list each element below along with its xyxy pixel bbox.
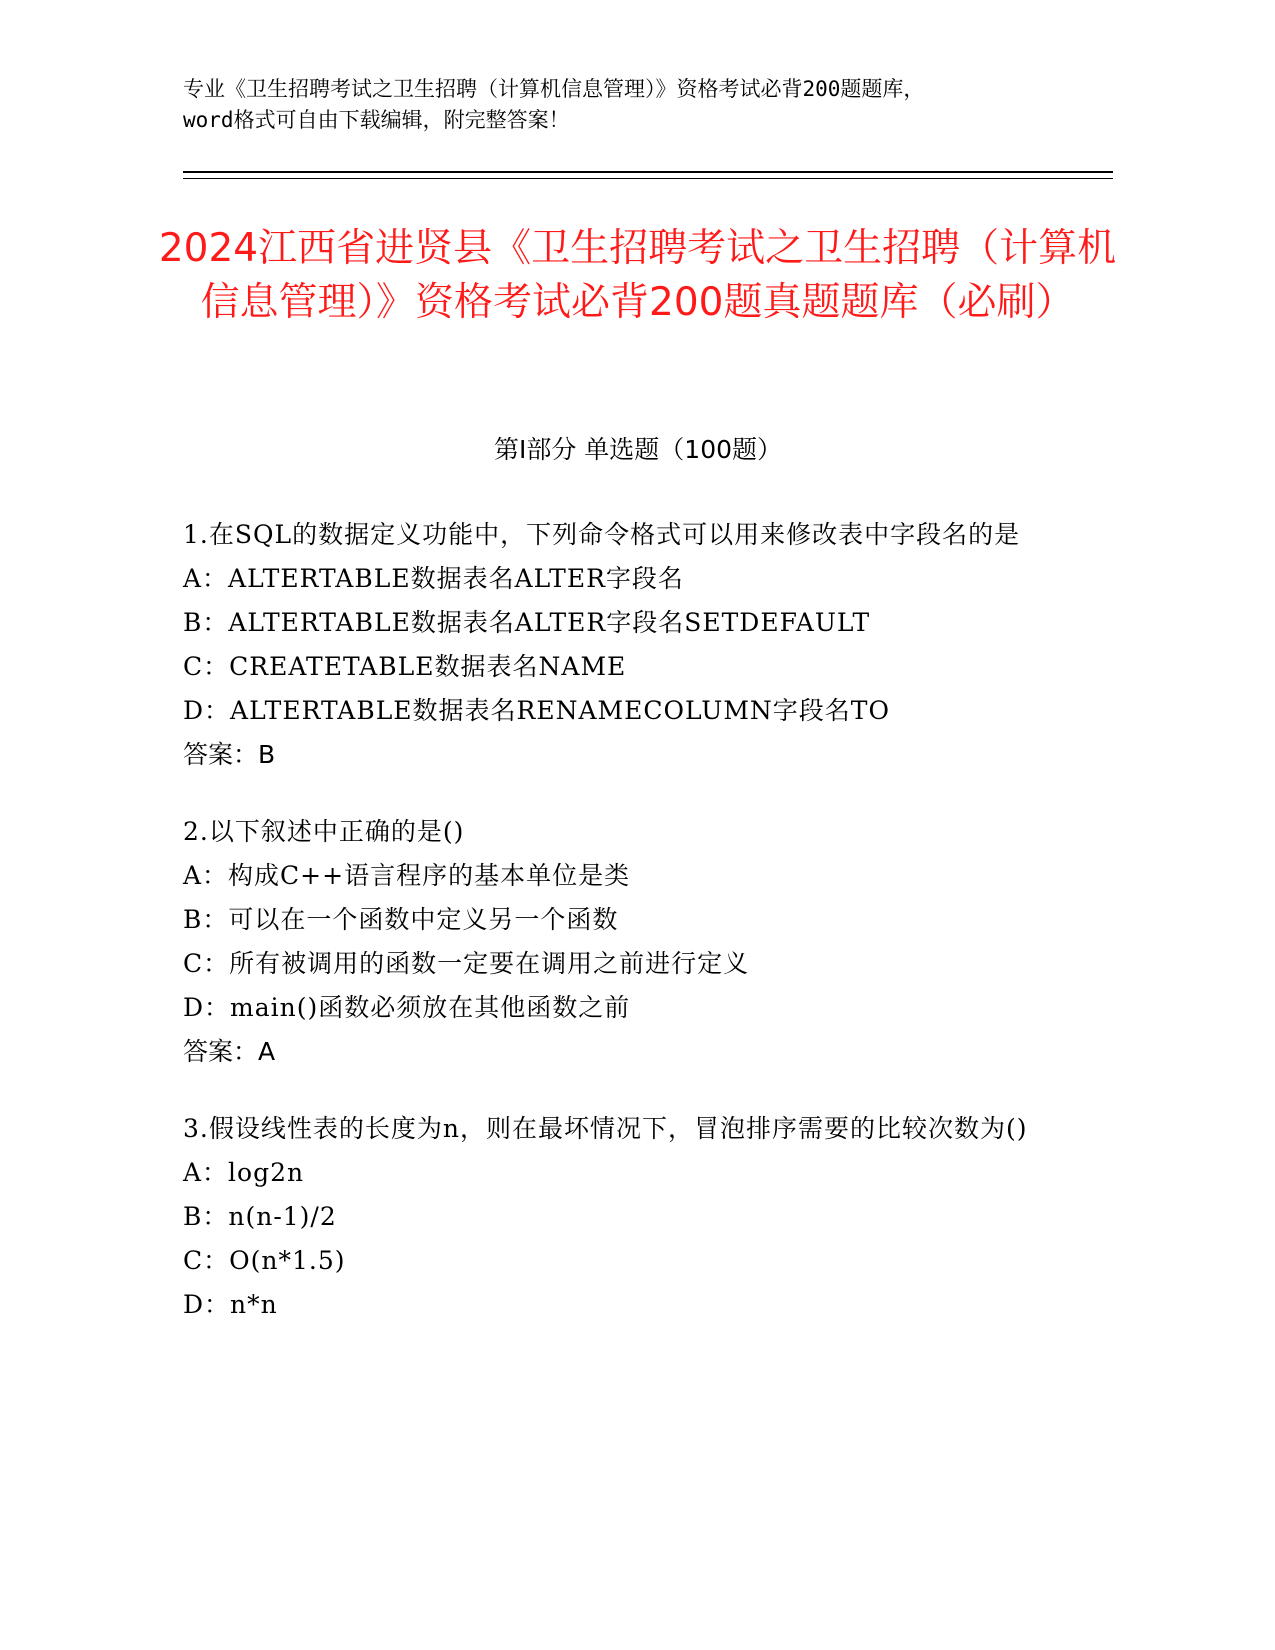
header-rule-thick [183, 171, 1113, 173]
question-list [183, 513, 1063, 1360]
option-a: A：log2n [183, 1158, 305, 1187]
document-title: 2024江西省进贤县《卫生招聘考试之卫生招聘（计算机信息管理）》资格考试必背200题真题题库（必刷） [158, 226, 1117, 325]
option-d: D：ALTERTABLE数据表名RENAMECOLUMN字段名TO [183, 696, 890, 725]
question-stem: 3.假设线性表的长度为n，则在最坏情况下，冒泡排序需要的比较次数为() [183, 1114, 1028, 1143]
option-d: D：n*n [183, 1290, 278, 1319]
answer: 答案：B [183, 740, 276, 769]
answer: 答案：A [183, 1037, 276, 1066]
option-c: C：所有被调用的函数一定要在调用之前进行定义 [183, 949, 750, 978]
question-stem: 2.以下叙述中正确的是() [183, 817, 465, 846]
question-2 [183, 810, 1063, 1074]
section-heading: 第I部分 单选题（100题） [493, 435, 783, 464]
option-a: A：构成C++语言程序的基本单位是类 [183, 861, 631, 890]
option-d: D：main()函数必须放在其他函数之前 [183, 993, 631, 1022]
question-1 [183, 513, 1063, 777]
option-a: A：ALTERTABLE数据表名ALTER字段名 [183, 564, 684, 593]
question-stem: 1.在SQL的数据定义功能中，下列命令格式可以用来修改表中字段名的是 [183, 520, 1021, 549]
header-note [183, 74, 1083, 136]
option-b: B：n(n-1)/2 [183, 1202, 337, 1231]
option-c: C：O(n*1.5) [183, 1246, 346, 1275]
option-c: C：CREATETABLE数据表名NAME [183, 652, 627, 681]
option-b: B：ALTERTABLE数据表名ALTER字段名SETDEFAULT [183, 608, 871, 637]
option-b: B：可以在一个函数中定义另一个函数 [183, 905, 619, 934]
question-3 [183, 1107, 1063, 1327]
header-note-line-1: 专业《卫生招聘考试之卫生招聘（计算机信息管理）》资格考试必背200题题库， [183, 77, 925, 101]
header-rule-thin [183, 178, 1113, 179]
header-note-line-2: word格式可自由下载编辑，附完整答案！ [183, 108, 570, 132]
